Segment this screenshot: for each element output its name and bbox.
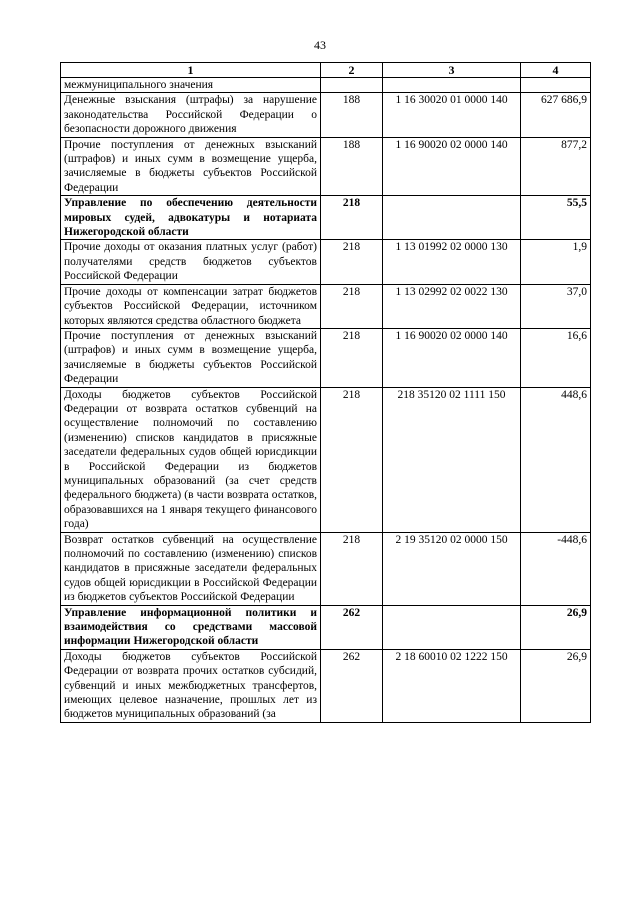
header-col-4: 4 — [521, 63, 591, 78]
admin-code: 218 — [321, 284, 383, 328]
amount: -448,6 — [521, 532, 591, 605]
table-row — [61, 78, 591, 93]
table-row — [61, 137, 591, 196]
admin-code: 218 — [321, 328, 383, 387]
income-name: Прочие поступления от денежных взысканий (штрафов) и иных сумм в возмещение ущерба, зачисляемые в бюджеты субъектов Российской Федерации — [61, 328, 321, 387]
section-name: Управление по обеспечению деятельности мировых судей, адвокатуры и нотариата Нижегородской области — [61, 196, 321, 240]
budget-code — [383, 605, 521, 649]
budget-code: 1 13 02992 02 0022 130 — [383, 284, 521, 328]
budget-code: 1 16 30020 01 0000 140 — [383, 93, 521, 137]
amount: 55,5 — [521, 196, 591, 240]
budget-code: 2 19 35120 02 0000 150 — [383, 532, 521, 605]
budget-code: 1 16 90020 02 0000 140 — [383, 328, 521, 387]
admin-code: 262 — [321, 605, 383, 649]
table-row — [61, 532, 591, 605]
admin-code: 218 — [321, 387, 383, 532]
amount: 877,2 — [521, 137, 591, 196]
header-col-1: 1 — [61, 63, 321, 78]
page-number: 43 — [314, 38, 326, 52]
header-col-2: 2 — [321, 63, 383, 78]
income-name: межмуниципального значения — [61, 78, 321, 93]
admin-code: 218 — [321, 196, 383, 240]
income-name: Прочие поступления от денежных взысканий (штрафов) и иных сумм в возмещение ущерба, зачисляемые в бюджеты субъектов Российской Федерации — [61, 137, 321, 196]
table-row — [61, 387, 591, 532]
budget-code: 218 35120 02 1111 150 — [383, 387, 521, 532]
admin-code: 188 — [321, 93, 383, 137]
amount: 37,0 — [521, 284, 591, 328]
budget-code — [383, 196, 521, 240]
budget-code: 2 18 60010 02 1222 150 — [383, 649, 521, 722]
table-row — [61, 240, 591, 284]
table-row-section — [61, 196, 591, 240]
table-body — [61, 78, 591, 723]
admin-code: 262 — [321, 649, 383, 722]
income-table — [60, 62, 591, 723]
income-name: Доходы бюджетов субъектов Российской Федерации от возврата прочих остатков субсидий, субвенций и иных межбюджетных трансфертов, имеющих целевое назначение, прошлых лет из бюджетов муниципальных образований (за — [61, 649, 321, 722]
income-name: Прочие доходы от компенсации затрат бюджетов субъектов Российской Федерации, источником которых являются средства областного бюджета — [61, 284, 321, 328]
amount: 26,9 — [521, 649, 591, 722]
amount: 16,6 — [521, 328, 591, 387]
budget-code — [383, 78, 521, 93]
amount — [521, 78, 591, 93]
table-row-section — [61, 605, 591, 649]
amount: 1,9 — [521, 240, 591, 284]
admin-code — [321, 78, 383, 93]
income-name: Возврат остатков субвенций на осуществление полномочий по составлению (изменению) списков кандидатов в присяжные заседатели федеральных судов общей юрисдикции в Российской Федерации из бюджетов субъектов Российской Федерации — [61, 532, 321, 605]
budget-code: 1 16 90020 02 0000 140 — [383, 137, 521, 196]
header-col-3: 3 — [383, 63, 521, 78]
budget-code: 1 13 01992 02 0000 130 — [383, 240, 521, 284]
amount: 448,6 — [521, 387, 591, 532]
table-row — [61, 93, 591, 137]
amount: 26,9 — [521, 605, 591, 649]
income-name: Доходы бюджетов субъектов Российской Федерации от возврата остатков субвенций на осуществление полномочий по составлению (изменению) списков кандидатов в присяжные заседатели федеральных судов общей юрисдикции в Российской Федерации из бюджетов муниципальных образований (за счет средств федерального бюджета) (в части возврата остатков, образовавшихся на 1 января текущего финансового года) — [61, 387, 321, 532]
income-name: Прочие доходы от оказания платных услуг (работ) получателями средств бюджетов субъектов Российской Федерации — [61, 240, 321, 284]
admin-code: 188 — [321, 137, 383, 196]
table-row — [61, 328, 591, 387]
table-row — [61, 649, 591, 722]
admin-code: 218 — [321, 240, 383, 284]
table-header-row — [61, 63, 591, 78]
admin-code: 218 — [321, 532, 383, 605]
income-name: Денежные взыскания (штрафы) за нарушение законодательства Российской Федерации о безопасности дорожного движения — [61, 93, 321, 137]
table-row — [61, 284, 591, 328]
section-name: Управление информационной политики и взаимодействия со средствами массовой информации Нижегородской области — [61, 605, 321, 649]
amount: 627 686,9 — [521, 93, 591, 137]
